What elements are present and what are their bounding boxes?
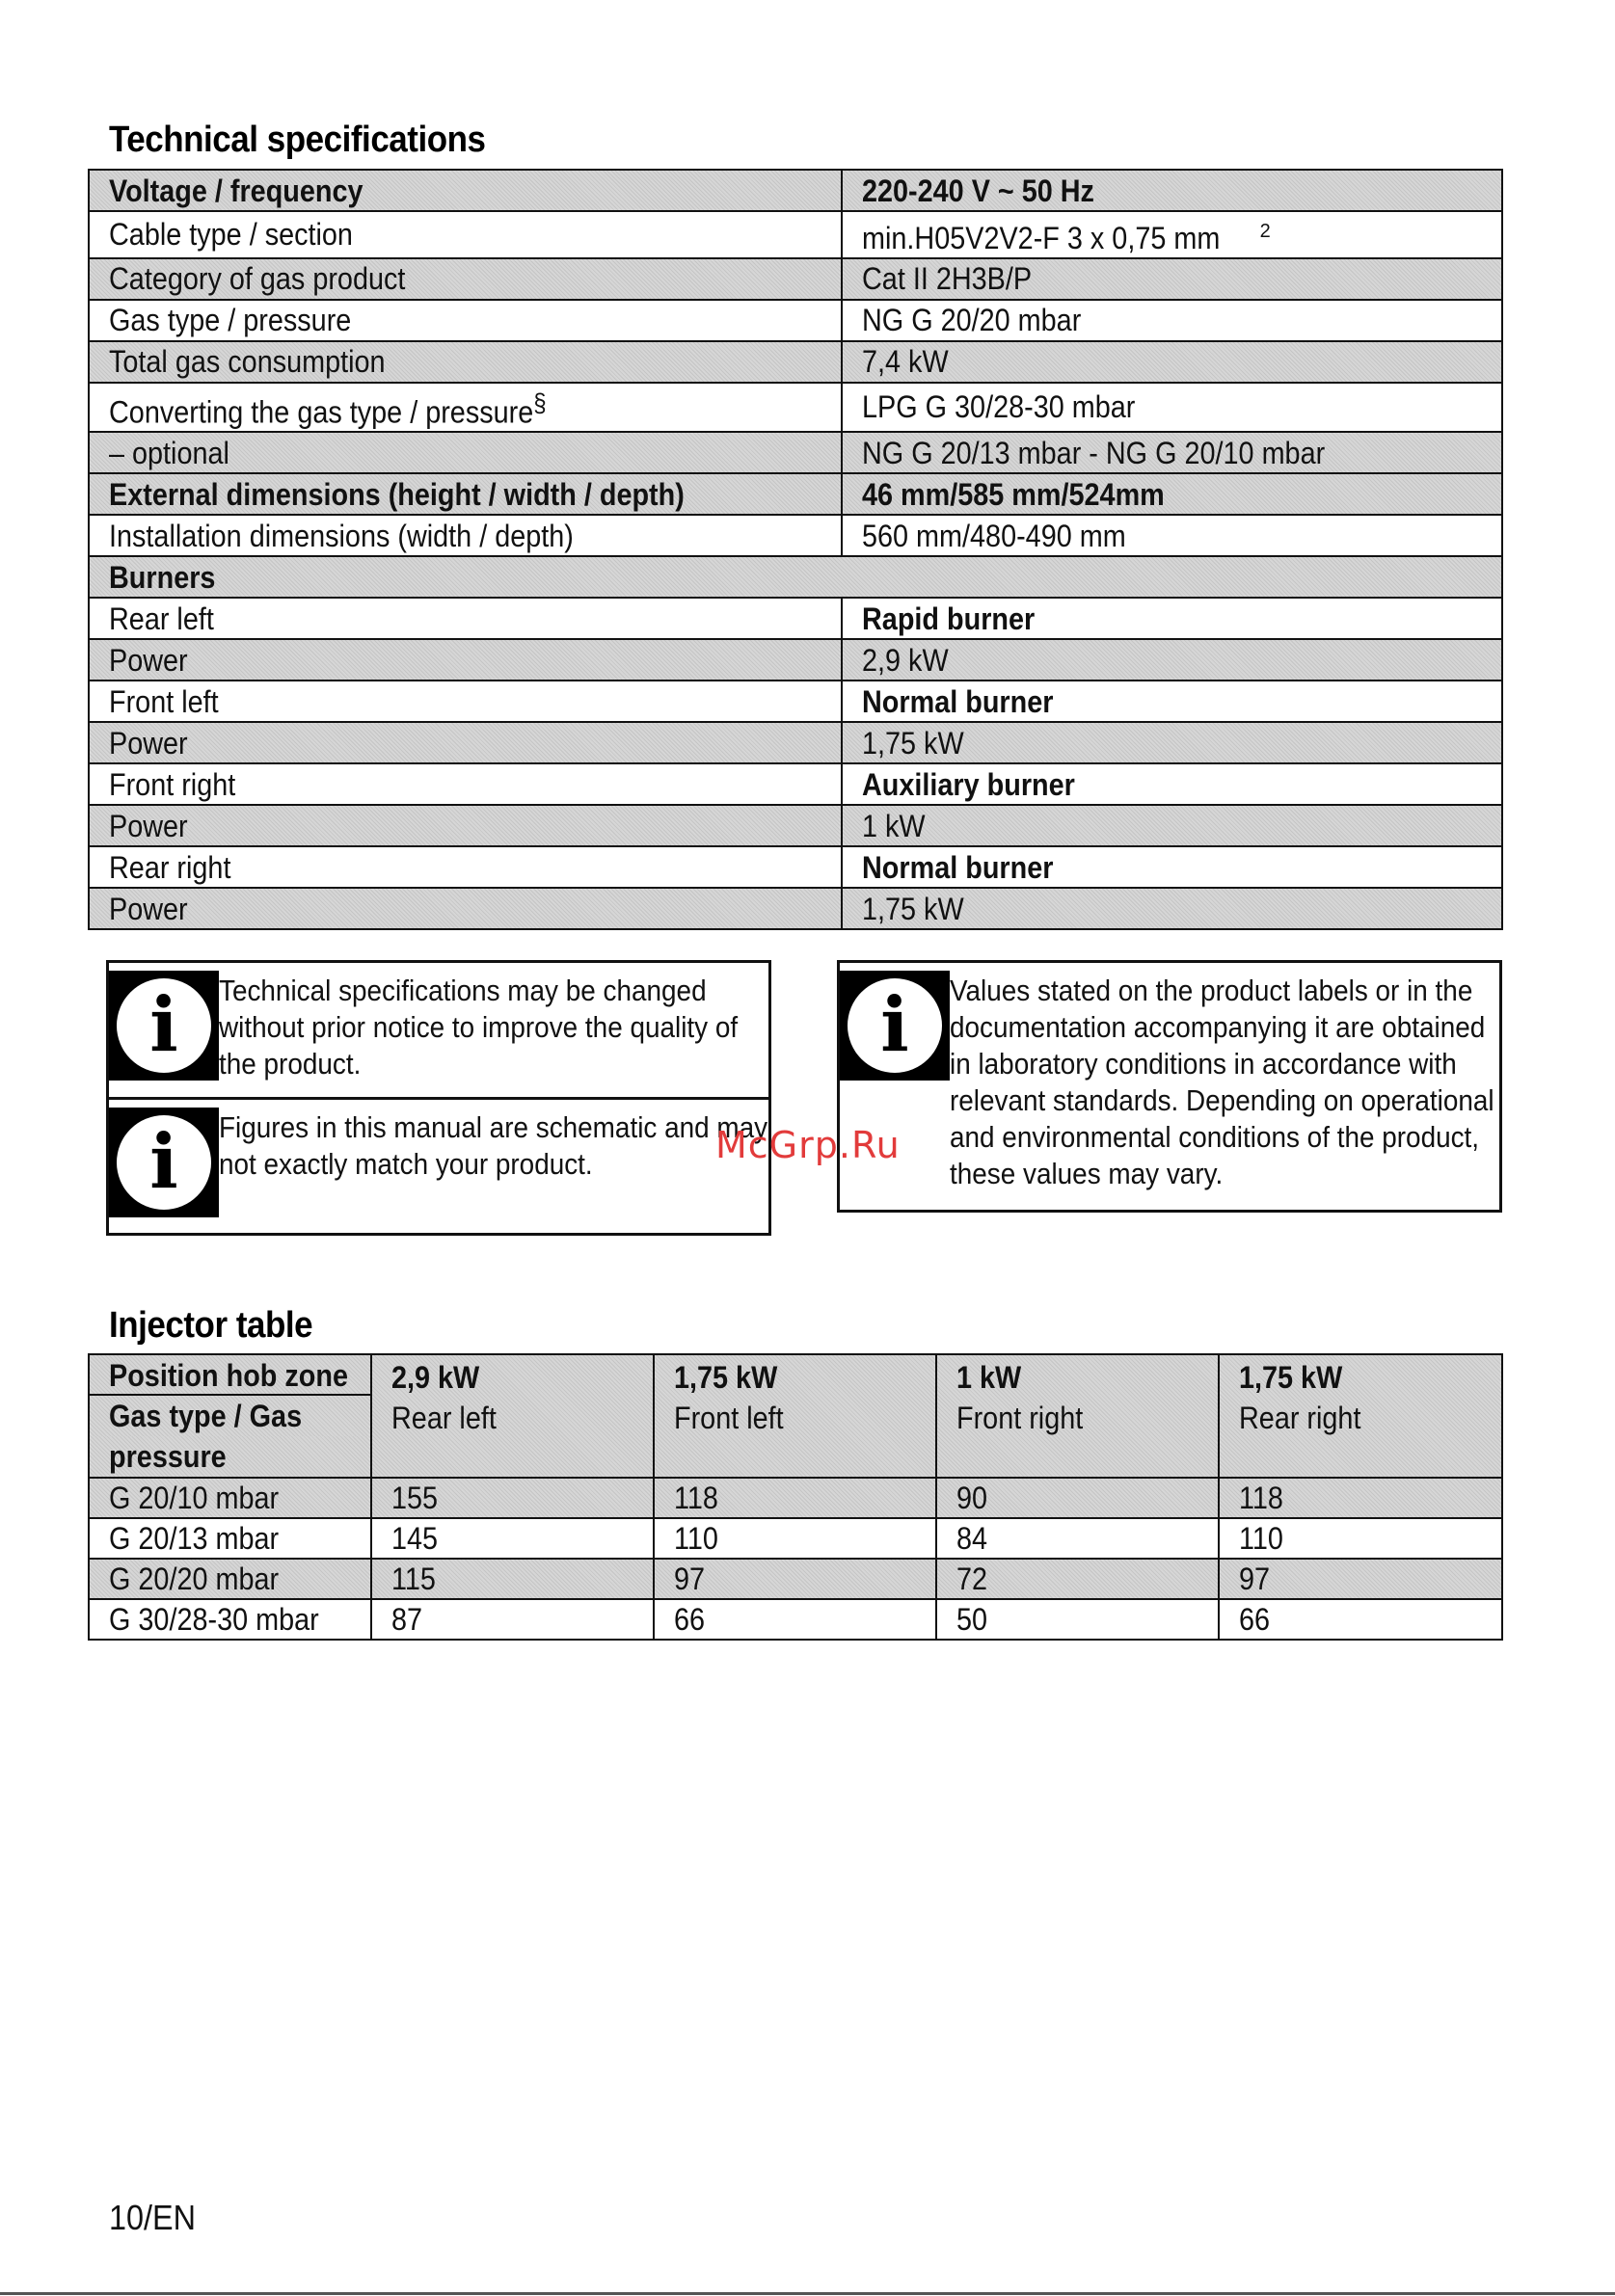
header-line: pressure xyxy=(90,1436,370,1477)
notice-line: without prior notice to improve the quality of xyxy=(219,1010,739,1044)
spec-row xyxy=(89,258,1502,300)
gas-pressure: G 20/10 mbar xyxy=(89,1478,371,1518)
spec-label: Cable type / section xyxy=(89,211,842,258)
injector-value: 66 xyxy=(1219,1599,1502,1640)
spec-label: Rear right xyxy=(89,846,842,888)
injector-row xyxy=(89,1559,1502,1599)
injector-value: 110 xyxy=(1219,1518,1502,1559)
watermark: McGrp.Ru xyxy=(715,1124,901,1166)
spec-value: 46 mm/585 mm/524mm xyxy=(842,473,1502,515)
spec-label: Category of gas product xyxy=(89,258,842,300)
injector-value: 145 xyxy=(371,1518,654,1559)
injector-value: 90 xyxy=(936,1478,1219,1518)
spec-row xyxy=(89,639,1502,681)
spec-label: Rear left xyxy=(89,598,842,639)
header-line: Position hob zone xyxy=(90,1355,370,1396)
notice-line: not exactly match your product. xyxy=(219,1147,593,1181)
injector-header-zone xyxy=(654,1354,936,1478)
spec-row xyxy=(89,170,1502,211)
spec-label: Voltage / frequency xyxy=(89,170,842,211)
spec-row xyxy=(89,211,1502,258)
injector-value: 66 xyxy=(654,1599,936,1640)
spec-row xyxy=(89,432,1502,473)
info-icon: i xyxy=(109,1108,219,1217)
notice-line: these values may vary. xyxy=(950,1157,1224,1190)
spec-row xyxy=(89,805,1502,846)
spec-row xyxy=(89,556,1502,598)
injector-header-first xyxy=(89,1354,371,1478)
injector-value: 118 xyxy=(654,1478,936,1518)
zone-name: Front right xyxy=(956,1401,1084,1435)
spec-row xyxy=(89,846,1502,888)
gas-pressure: G 20/13 mbar xyxy=(89,1518,371,1559)
zone-name: Front left xyxy=(674,1401,784,1435)
notice-text xyxy=(950,973,1554,1192)
spec-row xyxy=(89,341,1502,383)
injector-row xyxy=(89,1599,1502,1640)
spec-value: NG G 20/13 mbar - NG G 20/10 mbar xyxy=(842,432,1502,473)
spec-value: min.H05V2V2-F 3 x 0,75 mm $^2$ xyxy=(842,211,1502,258)
injector-value: 72 xyxy=(936,1559,1219,1599)
spec-value: NG G 20/20 mbar xyxy=(842,300,1502,341)
zone-power: 1 kW xyxy=(956,1360,1022,1395)
spec-value: 1 kW xyxy=(842,805,1502,846)
injector-value: 118 xyxy=(1219,1478,1502,1518)
spec-value: 7,4 kW xyxy=(842,341,1502,383)
injector-value: 50 xyxy=(936,1599,1219,1640)
notice-text xyxy=(219,973,795,1082)
zone-power: 1,75 kW xyxy=(674,1360,778,1395)
injector-value: 97 xyxy=(1219,1559,1502,1599)
bottom-rule xyxy=(0,2292,1615,2295)
spec-label: Converting the gas type / pressure§ xyxy=(89,383,842,433)
notice-line: in laboratory conditions in accordance with xyxy=(950,1047,1457,1081)
notice-line: Technical specifications may be changed xyxy=(219,974,707,1007)
spec-value: Auxiliary burner xyxy=(842,763,1502,805)
spec-row xyxy=(89,722,1502,763)
zone-name: Rear left xyxy=(391,1401,497,1435)
page-number: 10/EN xyxy=(109,2198,197,2237)
zone-name: Rear right xyxy=(1239,1401,1361,1435)
notice-specs-change xyxy=(109,963,768,1097)
spec-row xyxy=(89,300,1502,341)
spec-label: Front left xyxy=(89,681,842,722)
notice-box-left xyxy=(106,960,771,1236)
injector-value: 84 xyxy=(936,1518,1219,1559)
spec-row xyxy=(89,383,1502,433)
injector-table-title: Injector table xyxy=(109,1305,313,1346)
injector-value: 97 xyxy=(654,1559,936,1599)
spec-label: Power xyxy=(89,639,842,681)
spec-row xyxy=(89,598,1502,639)
notice-line: Values stated on the product labels or in the xyxy=(950,974,1473,1007)
spec-row xyxy=(89,473,1502,515)
spec-label: Burners xyxy=(89,556,1502,598)
spec-value: LPG G 30/28-30 mbar xyxy=(842,383,1502,433)
header-line: Gas type / Gas xyxy=(90,1396,370,1436)
injector-value: 110 xyxy=(654,1518,936,1559)
gas-pressure: G 30/28-30 mbar xyxy=(89,1599,371,1640)
spec-value: Normal burner xyxy=(842,681,1502,722)
spec-label: External dimensions (height / width / depth) xyxy=(89,473,842,515)
zone-power: 2,9 kW xyxy=(391,1360,480,1395)
spec-label: Installation dimensions (width / depth) xyxy=(89,515,842,556)
spec-row xyxy=(89,681,1502,722)
info-icon: i xyxy=(840,971,950,1081)
spec-value: 2,9 kW xyxy=(842,639,1502,681)
injector-table xyxy=(88,1353,1503,1641)
zone-power: 1,75 kW xyxy=(1239,1360,1343,1395)
spec-value: Rapid burner xyxy=(842,598,1502,639)
spec-label: Front right xyxy=(89,763,842,805)
spec-label: Power xyxy=(89,722,842,763)
notice-line: the product. xyxy=(219,1047,362,1081)
spec-row xyxy=(89,888,1502,929)
spec-label: Gas type / pressure xyxy=(89,300,842,341)
spec-label: Total gas consumption xyxy=(89,341,842,383)
spec-value: 560 mm/480-490 mm xyxy=(842,515,1502,556)
notice-line: and environmental conditions of the product, xyxy=(950,1120,1480,1154)
injector-header-zone xyxy=(371,1354,654,1478)
notice-figures-schematic xyxy=(109,1097,768,1233)
notice-box-right xyxy=(837,960,1502,1213)
spec-value: 1,75 kW xyxy=(842,888,1502,929)
injector-header-row xyxy=(89,1354,1502,1478)
spec-row xyxy=(89,763,1502,805)
spec-row xyxy=(89,515,1502,556)
spec-value: Cat II 2H3B/P xyxy=(842,258,1502,300)
spec-value: 220-240 V ~ 50 Hz xyxy=(842,170,1502,211)
notice-line: Figures in this manual are schematic and may xyxy=(219,1110,768,1144)
spec-value: 1,75 kW xyxy=(842,722,1502,763)
injector-value: 155 xyxy=(371,1478,654,1518)
injector-row xyxy=(89,1518,1502,1559)
spec-value: Normal burner xyxy=(842,846,1502,888)
spec-label: Power xyxy=(89,805,842,846)
injector-row xyxy=(89,1478,1502,1518)
injector-header-zone xyxy=(936,1354,1219,1478)
info-icon: i xyxy=(109,971,219,1081)
gas-pressure: G 20/20 mbar xyxy=(89,1559,371,1599)
tech-specs-title: Technical specifications xyxy=(109,120,486,160)
injector-value: 115 xyxy=(371,1559,654,1599)
notice-line: documentation accompanying it are obtained xyxy=(950,1010,1486,1044)
notice-line: relevant standards. Depending on operational xyxy=(950,1083,1494,1117)
spec-label: – optional xyxy=(89,432,842,473)
injector-value: 87 xyxy=(371,1599,654,1640)
tech-specs-table xyxy=(88,169,1503,930)
spec-label: Power xyxy=(89,888,842,929)
injector-header-zone xyxy=(1219,1354,1502,1478)
